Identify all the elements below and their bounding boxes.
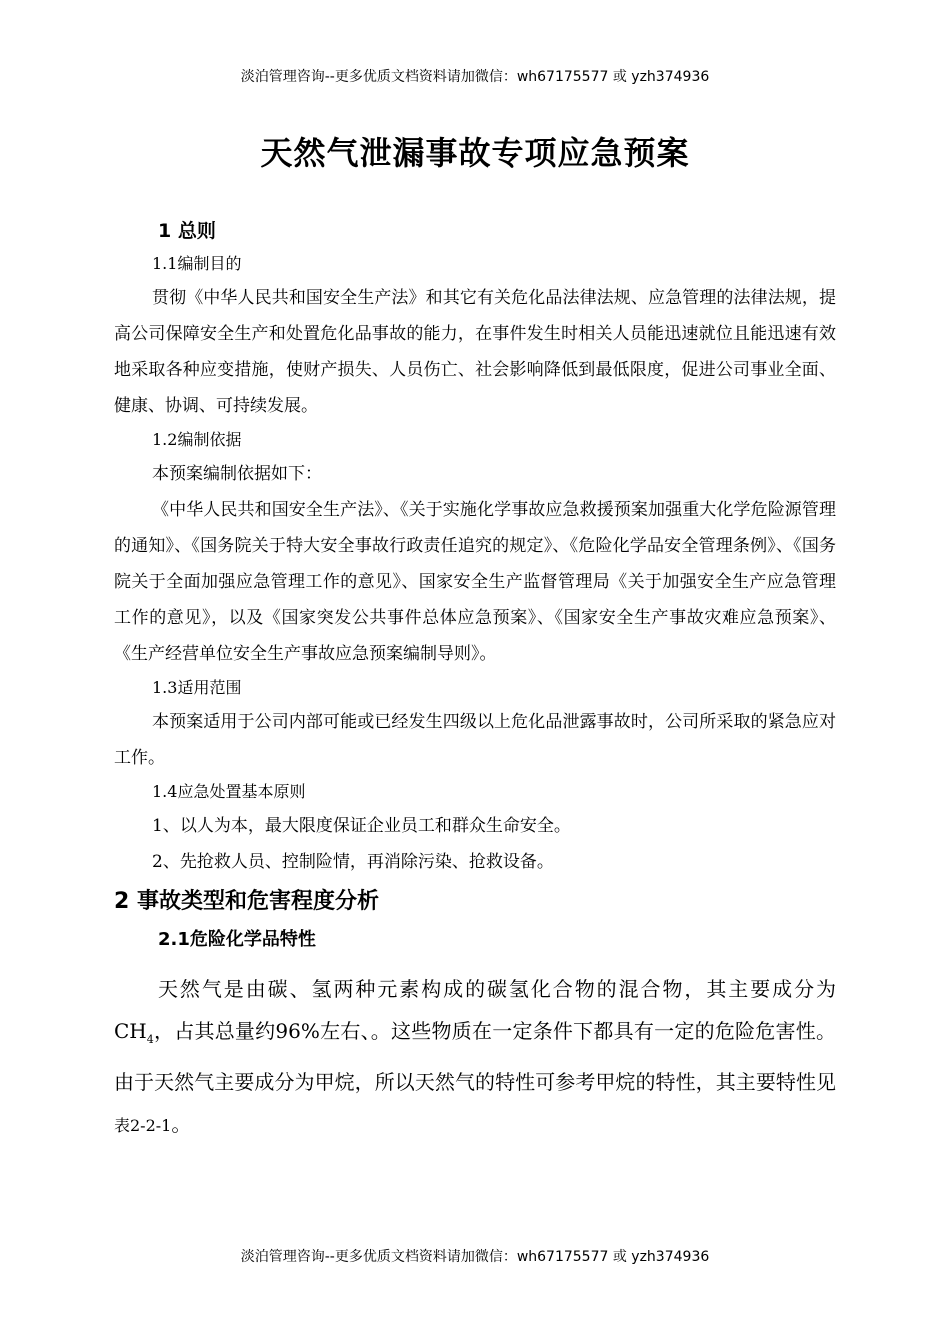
ch4-subscript: 4	[146, 1033, 154, 1046]
text-part-1: 天然气是由碳、氢两种元素构成的碳氢化合物的混合物，其主要成分为CH	[114, 977, 836, 1043]
page-header: 淡泊管理咨询--更多优质文档资料请加微信：wh67175577 或 yzh374936	[240, 69, 710, 85]
page-footer: 淡泊管理咨询--更多优质文档资料请加微信：wh67175577 或 yzh374936	[240, 1249, 710, 1265]
section-2-1-title: 2.1危险化学品特性	[158, 929, 316, 950]
table-reference: 表2-2-1	[114, 1116, 172, 1135]
document-title: 天然气泄漏事故专项应急预案	[260, 134, 690, 172]
section-1-1-text: 贯彻《中华人民共和国安全生产法》和其它有关危化品法律法规、应急管理的法律法规，提高公司保障安全生产和处置危化品事故的能力，在事件发生时相关人员能迅速就位且能迅速有效地采取各种应变措施，使财产损失、人员伤亡、社会影响降低到最低限度，促进公司事业全面、健康、协调、可持续发展。	[114, 288, 836, 416]
section-2-1-text	[114, 968, 836, 1147]
section-1-2-text: 《中华人民共和国安全生产法》、《关于实施化学事故应急救援预案加强重大化学危险源管理的通知》、《国务院关于特大安全事故行政责任追究的规定》、《危险化学品安全管理条例》、《国务院关于全面加强应急管理工作的意见》、国家安全生产监督管理局《关于加强安全生产应急管理工作的意见》，以及《国家突发公共事件总体应急预案》、《国家安全生产事故灾难应急预案》、《生产经营单位安全生产事故应急预案编制导则》。	[114, 500, 836, 664]
section-1-2-title: 1.2编制依据	[152, 430, 242, 449]
document-body	[114, 214, 836, 1147]
text-part-2: ，占其总量约96%左右、。这些物质在一定条件下都具有一定的危险危害性。由于天然气主要成分为甲烷，所以天然气的特性可参考甲烷的特性，其主要特性见	[114, 1019, 836, 1094]
section-1-heading: 1 总则	[158, 220, 216, 242]
section-1-3-title: 1.3适用范围	[152, 678, 242, 697]
section-1-4-title: 1.4应急处置基本原则	[152, 782, 306, 801]
principle-item-2: 2、先抢救人员、控制险情，再消除污染、抢救设备。	[152, 852, 554, 872]
section-2-heading: 2 事故类型和危害程度分析	[114, 889, 379, 914]
section-1-1-title: 1.1编制目的	[152, 254, 242, 273]
text-end: 。	[171, 1112, 192, 1136]
section-1-3-text: 本预案适用于公司内部可能或已经发生四级以上危化品泄露事故时，公司所采取的紧急应对工作。	[114, 712, 836, 768]
section-1-2-intro: 本预案编制依据如下：	[152, 464, 322, 484]
principle-item-1: 1、以人为本，最大限度保证企业员工和群众生命安全。	[152, 816, 571, 836]
